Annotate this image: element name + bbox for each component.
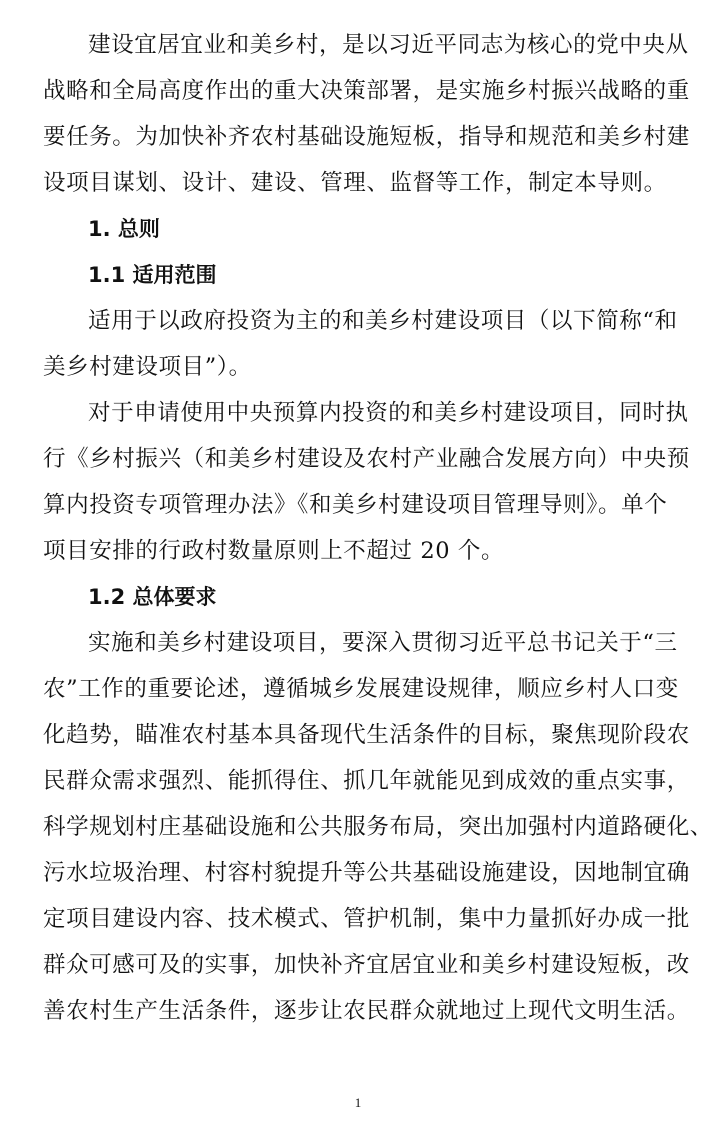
paragraph-4-line-5: 科学规划村庄基础设施和公共服务布局，突出加强村内道路硬化、 bbox=[43, 814, 713, 840]
paragraph-2-line-2: 美乡村建设项目”）。 bbox=[43, 354, 252, 380]
section-heading-general: 1. 总则 bbox=[88, 217, 160, 241]
paragraph-4-line-4: 民群众需求强烈、能抓得住、抓几年就能见到成效的重点实事， bbox=[43, 768, 690, 794]
paragraph-1-line-3: 要任务。为加快补齐农村基础设施短板，指导和规范和美乡村建 bbox=[43, 124, 690, 150]
section-heading-scope: 1.1 适用范围 bbox=[88, 263, 217, 287]
paragraph-4-line-7: 定项目建设内容、技术模式、管护机制，集中力量抓好办成一批 bbox=[43, 906, 690, 932]
paragraph-3-line-1: 对于申请使用中央预算内投资的和美乡村建设项目，同时执 bbox=[88, 400, 689, 426]
paragraph-1-line-4: 设项目谋划、设计、建设、管理、监督等工作，制定本导则。 bbox=[43, 170, 667, 196]
paragraph-3-line-2: 行《乡村振兴（和美乡村建设及农村产业融合发展方向）中央预 bbox=[43, 446, 690, 472]
paragraph-4-line-3: 化趋势，瞄准农村基本具备现代生活条件的目标，聚焦现阶段农 bbox=[43, 722, 690, 748]
page-number: 1 bbox=[354, 1095, 362, 1110]
paragraph-4-line-8: 群众可感可及的实事，加快补齐宜居宜业和美乡村建设短板，改 bbox=[43, 952, 690, 978]
paragraph-1-line-1: 建设宜居宜业和美乡村，是以习近平同志为核心的党中央从 bbox=[88, 32, 689, 58]
paragraph-3-line-3: 算内投资专项管理办法》《和美乡村建设项目管理导则》。单个 bbox=[43, 492, 668, 518]
paragraph-2-line-1: 适用于以政府投资为主的和美乡村建设项目（以下简称“和 bbox=[88, 308, 678, 334]
paragraph-4-line-1: 实施和美乡村建设项目，要深入贯彻习近平总书记关于“三 bbox=[88, 630, 678, 656]
paragraph-4-line-6: 污水垃圾治理、村容村貌提升等公共基础设施建设，因地制宜确 bbox=[43, 860, 690, 886]
paragraph-1-line-2: 战略和全局高度作出的重大决策部署，是实施乡村振兴战略的重 bbox=[43, 78, 690, 104]
paragraph-4-line-9: 善农村生产生活条件，逐步让农民群众就地过上现代文明生活。 bbox=[43, 998, 690, 1024]
paragraph-3-line-4: 项目安排的行政村数量原则上不超过 20 个。 bbox=[43, 538, 505, 564]
section-heading-overall-requirements: 1.2 总体要求 bbox=[88, 585, 217, 609]
paragraph-4-line-2: 农”工作的重要论述，遵循城乡发展建设规律，顺应乡村人口变 bbox=[43, 676, 679, 702]
